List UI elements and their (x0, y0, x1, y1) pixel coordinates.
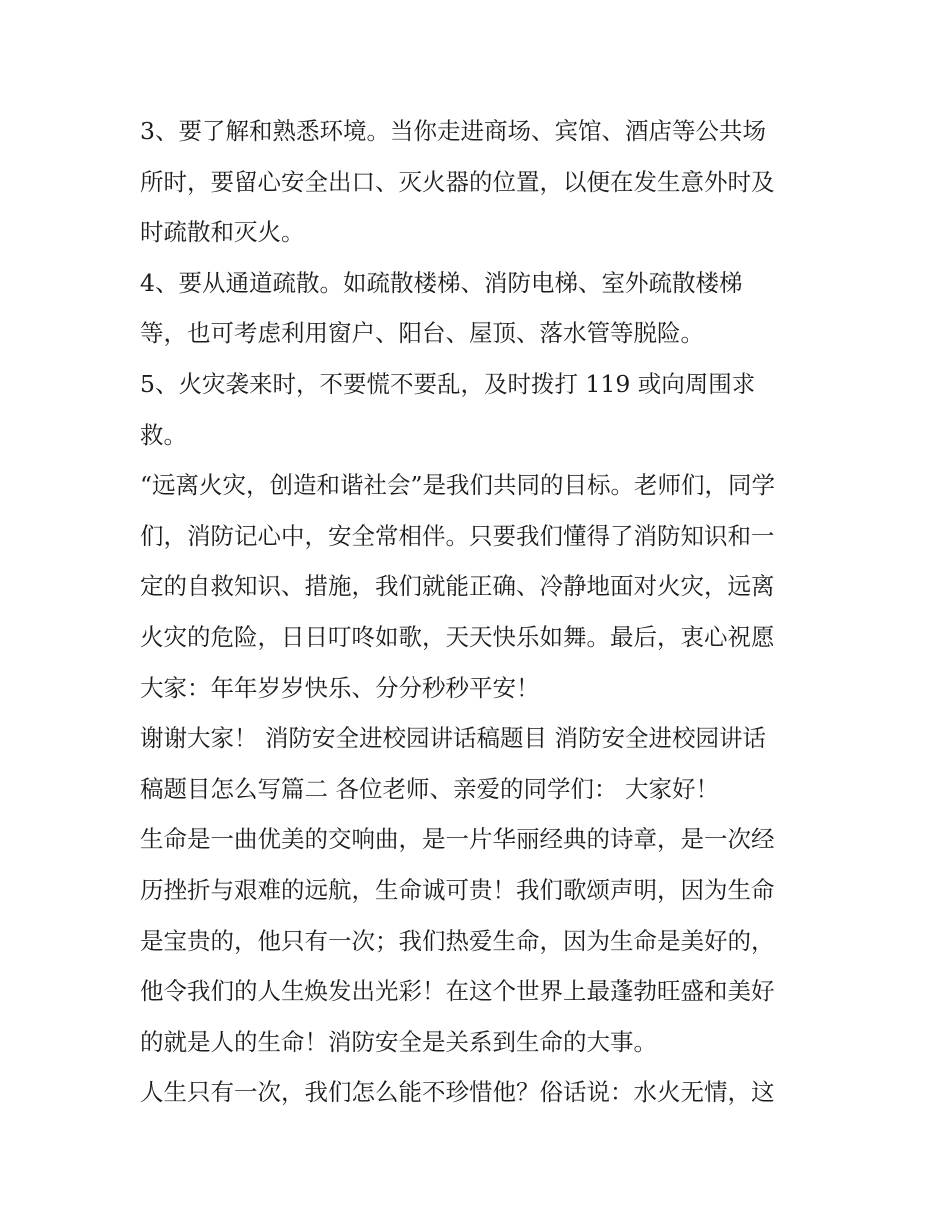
text-line: 定的自救知识、措施，我们就能正确、冷静地面对火灾，远离 (140, 572, 775, 601)
text-line: 人生只有一次，我们怎么能不珍惜他？俗话说：水火无情，这 (140, 1078, 775, 1107)
text-line: 救。 (140, 420, 187, 449)
text-line: 时疏散和灭火。 (140, 218, 305, 247)
text-line: 谢谢大家！ 消防安全进校园讲话稿题目 消防安全进校园讲话 (140, 724, 766, 753)
text-line: 等，也可考虑利用窗户、阳台、屋顶、落水管等脱险。 (140, 319, 704, 348)
text-line: 的就是人的生命！消防安全是关系到生命的大事。 (140, 1027, 657, 1056)
text-line: 大家：年年岁岁快乐、分分秒秒平安！ (140, 673, 540, 702)
text-line: 历挫折与艰难的远航，生命诚可贵！我们歌颂声明，因为生命 (140, 875, 775, 904)
document-body (140, 106, 820, 1118)
text-line: 他令我们的人生焕发出光彩！在这个世界上最蓬勃旺盛和美好 (140, 977, 775, 1006)
text-line: 生命是一曲优美的交响曲，是一片华丽经典的诗章，是一次经 (140, 825, 775, 854)
text-line: 3、要了解和熟悉环境。当你走进商场、宾馆、酒店等公共场 (140, 117, 766, 145)
text-line: 们，消防记心中，安全常相伴。只要我们懂得了消防知识和一 (140, 521, 775, 550)
text-line: 是宝贵的，他只有一次；我们热爱生命，因为生命是美好的， (140, 926, 775, 955)
text-line: 稿题目怎么写篇二 各位老师、亲爱的同学们： 大家好！ (140, 774, 719, 803)
text-line: 5、火灾袭来时，不要慌不要乱，及时拨打 119 或向周围求 (140, 369, 756, 398)
text-line: 所时，要留心安全出口、灭火器的位置，以便在发生意外时及 (140, 167, 775, 196)
text-line: “远离火灾，创造和谐社会”是我们共同的目标。老师们，同学 (140, 471, 776, 500)
text-line: 4、要从通道疏散。如疏散楼梯、消防电梯、室外疏散楼梯 (140, 268, 743, 297)
text-line: 火灾的危险，日日叮咚如歌，天天快乐如舞。最后，衷心祝愿 (140, 622, 775, 651)
